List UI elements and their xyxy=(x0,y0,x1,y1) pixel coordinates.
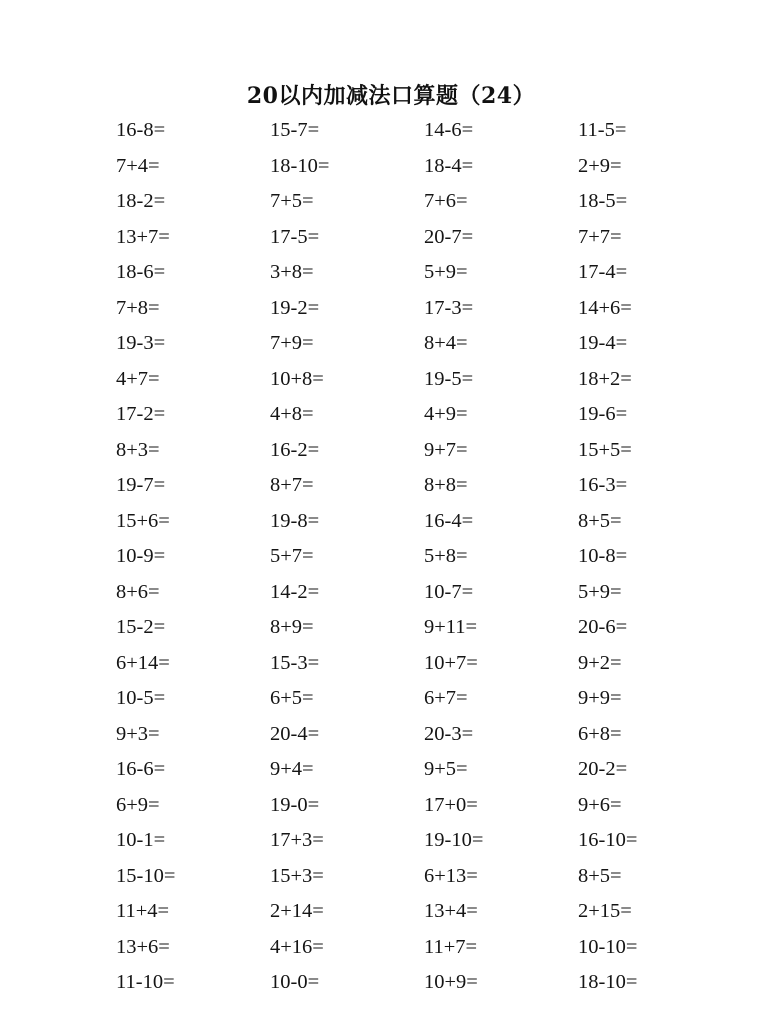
problem-cell: 9+3= xyxy=(116,722,160,745)
problem-cell: 20-3= xyxy=(424,722,474,745)
problem-cell: 15+6= xyxy=(116,509,170,532)
problem-cell: 19-4= xyxy=(578,332,628,354)
problem-cell: 9+5= xyxy=(424,758,468,780)
problem-cell: 10-0= xyxy=(270,971,320,993)
problem-cell: 10+9= xyxy=(424,971,478,993)
problem-cell: 18-10= xyxy=(578,971,638,993)
problem-cell: 17-2= xyxy=(116,403,166,425)
problem-cell: 15+3= xyxy=(270,864,324,887)
problem-cell: 7+8= xyxy=(116,296,160,319)
problem-cell: 6+8= xyxy=(578,722,622,745)
problem-cell: 9+9= xyxy=(578,687,622,709)
problem-cell: 7+4= xyxy=(116,154,160,177)
problem-cell: 6+5= xyxy=(270,687,314,709)
problem-cell: 20-7= xyxy=(424,225,474,248)
problem-cell: 19-2= xyxy=(270,296,320,319)
problem-cell: 7+7= xyxy=(578,225,622,248)
problem-cell: 15+5= xyxy=(578,438,632,461)
problem-cell: 14+6= xyxy=(578,296,632,319)
problem-cell: 18-6= xyxy=(116,261,166,283)
problem-cell: 18-4= xyxy=(424,154,474,177)
problem-cell: 19-0= xyxy=(270,793,320,816)
problem-cell: 10-1= xyxy=(116,829,166,851)
problem-cell: 17-4= xyxy=(578,261,628,283)
problem-cell: 7+6= xyxy=(424,190,468,212)
problem-cell: 6+14= xyxy=(116,651,170,674)
problem-cell: 11+4= xyxy=(116,900,170,922)
problem-cell: 10+8= xyxy=(270,367,324,390)
problem-cell: 20-6= xyxy=(578,616,628,638)
problem-cell: 8+8= xyxy=(424,474,468,496)
problem-cell: 16-3= xyxy=(578,474,628,496)
problem-cell: 11+7= xyxy=(424,935,478,958)
problem-cell: 14-6= xyxy=(424,119,474,141)
problem-cell: 5+9= xyxy=(424,261,468,283)
problem-cell: 7+5= xyxy=(270,190,314,212)
problem-cell: 19-5= xyxy=(424,367,474,390)
problem-cell: 16-2= xyxy=(270,438,320,461)
problem-cell: 13+7= xyxy=(116,225,170,248)
problem-cell: 4+16= xyxy=(270,935,324,958)
problem-cell: 10-10= xyxy=(578,935,638,958)
problem-cell: 15-2= xyxy=(116,616,166,638)
problem-cell: 7+9= xyxy=(270,332,314,354)
problem-cell: 6+7= xyxy=(424,687,468,709)
problem-cell: 8+6= xyxy=(116,580,160,603)
problem-cell: 9+6= xyxy=(578,793,622,816)
problem-cell: 10-5= xyxy=(116,687,166,709)
problem-cell: 8+3= xyxy=(116,438,160,461)
problem-cell: 19-6= xyxy=(578,403,628,425)
problem-cell: 19-3= xyxy=(116,332,166,354)
problem-cell: 6+13= xyxy=(424,864,478,887)
problem-cell: 13+4= xyxy=(424,900,478,922)
problem-cell: 9+4= xyxy=(270,758,314,780)
problem-cell: 4+8= xyxy=(270,403,314,425)
problem-cell: 5+7= xyxy=(270,545,314,567)
problem-cell: 20-4= xyxy=(270,722,320,745)
problem-cell: 18-5= xyxy=(578,190,628,212)
problem-cell: 2+9= xyxy=(578,154,622,177)
problem-cell: 19-7= xyxy=(116,474,166,496)
problem-cell: 6+9= xyxy=(116,793,160,816)
problem-cell: 4+9= xyxy=(424,403,468,425)
problem-cell: 19-8= xyxy=(270,509,320,532)
problem-cell: 19-10= xyxy=(424,829,484,851)
problem-cell: 17+3= xyxy=(270,829,324,851)
problem-cell: 3+8= xyxy=(270,261,314,283)
problem-grid xyxy=(116,113,736,1001)
problem-cell: 18-10= xyxy=(270,154,330,177)
problem-cell: 9+7= xyxy=(424,438,468,461)
problem-cell: 17+0= xyxy=(424,793,478,816)
worksheet-title: 20以内加减法口算题（24） xyxy=(246,83,536,109)
problem-cell: 16-8= xyxy=(116,119,166,141)
problem-cell: 14-2= xyxy=(270,580,320,603)
problem-cell: 8+7= xyxy=(270,474,314,496)
problem-cell: 18-2= xyxy=(116,190,166,212)
problem-cell: 8+5= xyxy=(578,509,622,532)
problem-cell: 8+9= xyxy=(270,616,314,638)
problem-cell: 9+11= xyxy=(424,616,478,638)
problem-cell: 17-5= xyxy=(270,225,320,248)
problem-cell: 2+14= xyxy=(270,900,324,922)
problem-cell: 8+4= xyxy=(424,332,468,354)
problem-cell: 2+15= xyxy=(578,900,632,922)
problem-cell: 15-10= xyxy=(116,864,176,887)
problem-cell: 5+8= xyxy=(424,545,468,567)
problem-cell: 16-10= xyxy=(578,829,638,851)
problem-cell: 10+7= xyxy=(424,651,478,674)
problem-cell: 8+5= xyxy=(578,864,622,887)
problem-cell: 4+7= xyxy=(116,367,160,390)
problem-cell: 5+9= xyxy=(578,580,622,603)
problem-cell: 10-8= xyxy=(578,545,628,567)
problem-cell: 10-7= xyxy=(424,580,474,603)
problem-cell: 15-3= xyxy=(270,651,320,674)
problem-cell: 11-10= xyxy=(116,971,175,993)
problem-cell: 11-5= xyxy=(578,119,627,141)
problem-cell: 16-4= xyxy=(424,509,474,532)
problem-cell: 17-3= xyxy=(424,296,474,319)
problem-cell: 18+2= xyxy=(578,367,632,390)
problem-cell: 15-7= xyxy=(270,119,320,141)
problem-cell: 16-6= xyxy=(116,758,166,780)
problem-cell: 9+2= xyxy=(578,651,622,674)
problem-cell: 20-2= xyxy=(578,758,628,780)
problem-cell: 13+6= xyxy=(116,935,170,958)
problem-cell: 10-9= xyxy=(116,545,166,567)
